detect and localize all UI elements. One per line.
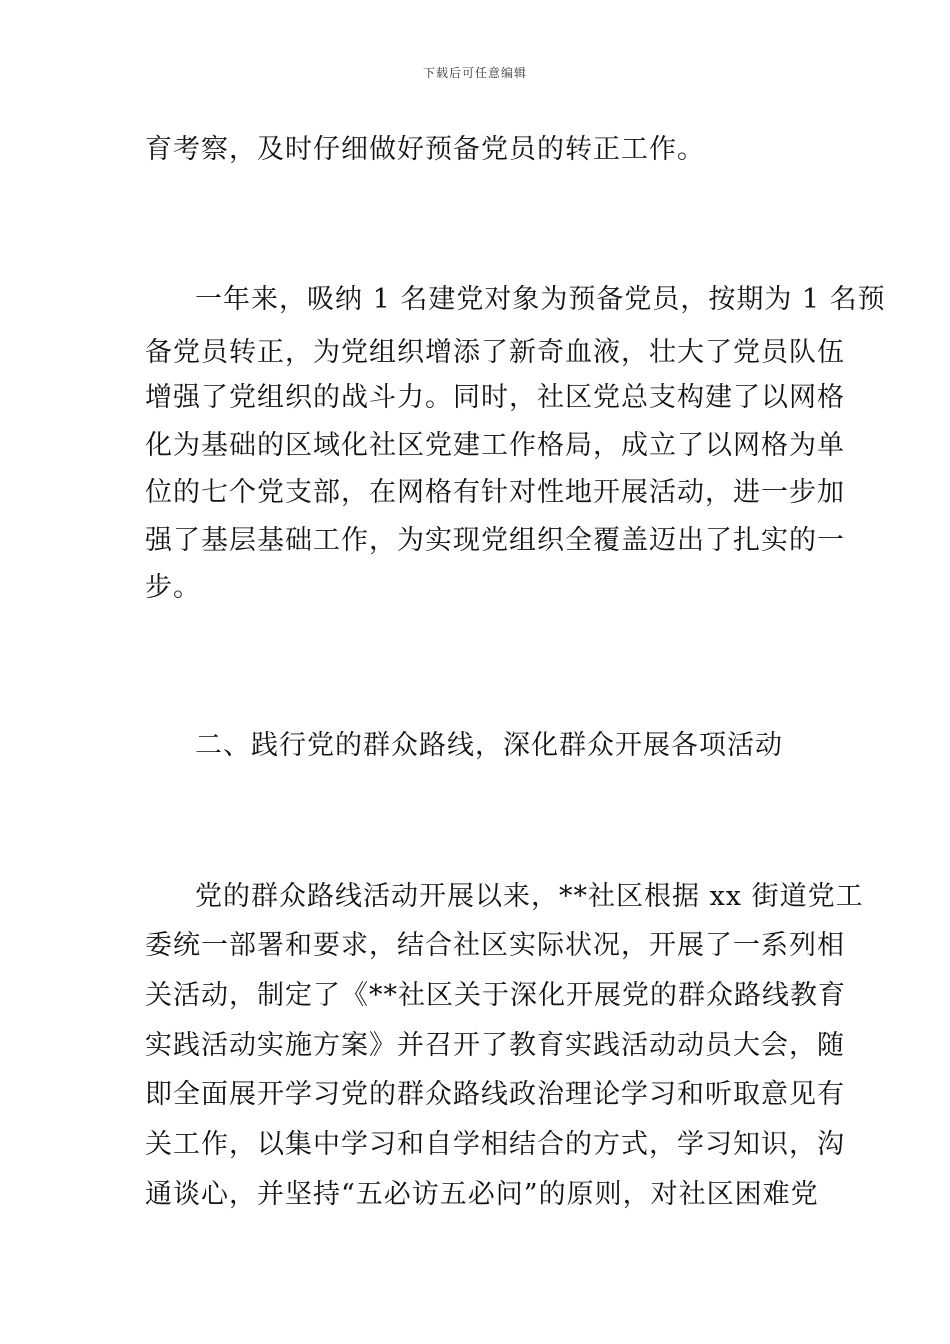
paragraph-2-line-7: 步。 (145, 572, 201, 603)
paragraph-4-line-2: 委统一部署和要求，结合社区实际状况，开展了一系列相 (145, 930, 845, 961)
paragraph-2-line-6: 强了基层基础工作，为实现党组织全覆盖迈出了扎实的一 (145, 525, 845, 556)
paragraph-2-line-5: 位的七个党支部，在网格有针对性地开展活动，进一步加 (145, 477, 845, 508)
paragraph-4-line-5: 即全面展开学习党的群众路线政治理论学习和听取意见有 (145, 1079, 845, 1110)
page-header: 下载后可任意编辑 (422, 66, 527, 80)
paragraph-1-line-1: 育考察，及时仔细做好预备党员的转正工作。 (145, 134, 705, 165)
paragraph-2-line-1: 一年来，吸纳 1 名建党对象为预备党员，按期为 1 名预 (195, 284, 886, 315)
paragraph-4-line-7: 通谈心，并坚持“五必访五必问”的原则，对社区困难党 (145, 1179, 819, 1210)
paragraph-4-line-4: 实践活动实施方案》并召开了教育实践活动动员大会，随 (145, 1030, 845, 1061)
paragraph-2-line-4: 化为基础的区域化社区党建工作格局，成立了以网格为单 (145, 430, 845, 461)
paragraph-2-line-3: 增强了党组织的战斗力。同时，社区党总支构建了以网格 (145, 382, 845, 413)
paragraph-4-line-1: 党的群众路线活动开展以来，**社区根据 xx 街道党工 (195, 881, 864, 912)
paragraph-2-line-2: 备党员转正，为党组织增添了新奇血液，壮大了党员队伍 (145, 337, 845, 368)
section-heading: 二、践行党的群众路线，深化群众开展各项活动 (195, 730, 783, 761)
paragraph-4-line-6: 关工作，以集中学习和自学相结合的方式，学习知识，沟 (145, 1129, 845, 1160)
paragraph-4-line-3: 关活动，制定了《**社区关于深化开展党的群众路线教育 (145, 980, 846, 1011)
